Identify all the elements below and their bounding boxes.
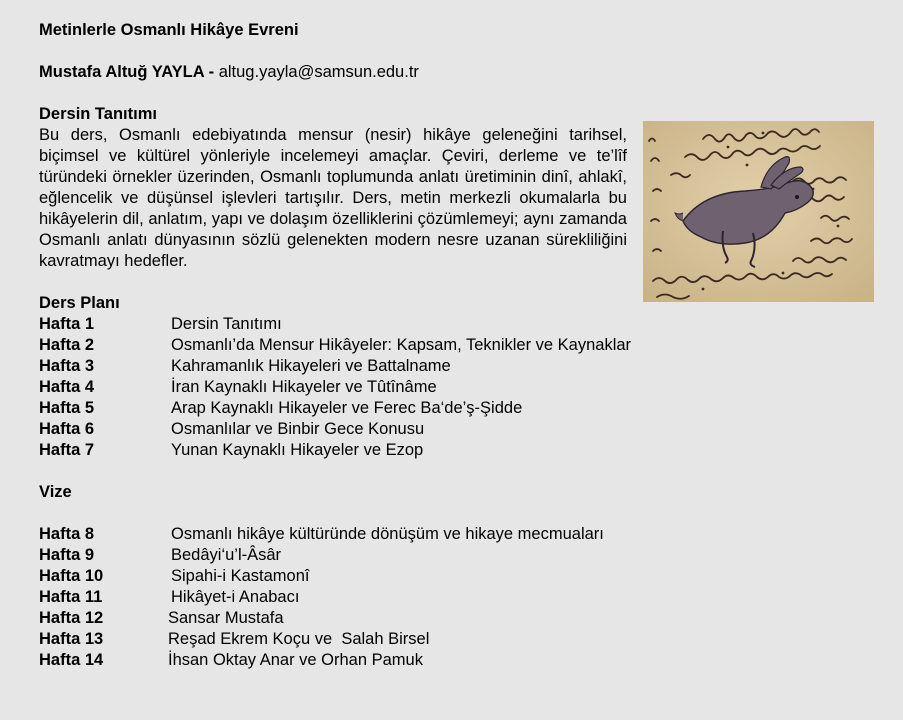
week-label: Hafta 13	[39, 630, 104, 648]
week-topic: Sipahi-i Kastamonî	[171, 567, 310, 585]
week-topic: Reşad Ekrem Koçu ve Salah Birsel	[168, 630, 430, 648]
intro-text: Bu ders, Osmanlı edebiyatında mensur (nesir) hikâye geleneğini tarihsel, biçimsel ve kültürel yönleriyle incelemeyi amaçlar. Çeviri, derleme ve te’lîf türündeki örnekler üzerinden, Osmanlı toplumunda anlatı üretiminin dinî, ahlakî, eğlencelik ve düşünsel işlevleri tartışılır. Ders, metin merkezli okumalarla bu hikâyelerin dil, anlatım, yapı ve dolaşım özelliklerini çözümlemeyi; aynı zamanda Osmanlı anlatı dünyasının sözlü gelenekten modern nesre uzanan sürekliliğini kavratmayı hedefler.	[39, 126, 627, 270]
week-row	[39, 377, 627, 398]
week-label: Hafta 12	[39, 609, 104, 627]
week-topic: İran Kaynaklı Hikayeler ve Tûtînâme	[171, 378, 437, 396]
week-label: Hafta 6	[39, 420, 95, 438]
week-label: Hafta 8	[39, 525, 95, 543]
week-row	[39, 440, 627, 461]
week-row	[39, 335, 632, 356]
week-row	[39, 314, 627, 335]
week-row	[39, 356, 627, 377]
week-label: Hafta 4	[39, 378, 95, 396]
course-document	[39, 20, 632, 671]
week-label: Hafta 2	[39, 336, 95, 354]
week-row	[39, 419, 627, 440]
weeks-after-midterm	[39, 524, 627, 671]
week-label: Hafta 10	[39, 567, 104, 585]
week-label: Hafta 7	[39, 441, 95, 459]
week-row	[39, 398, 627, 419]
week-row	[39, 566, 627, 587]
week-row	[39, 545, 627, 566]
course-title: Metinlerle Osmanlı Hikâye Evreni	[39, 21, 299, 39]
intro-heading: Dersin Tanıtımı	[39, 105, 157, 123]
week-label: Hafta 14	[39, 651, 104, 669]
midterm-label: Vize	[39, 483, 72, 501]
week-row	[39, 587, 627, 608]
week-topic: Osmanlılar ve Binbir Gece Konusu	[171, 420, 425, 438]
plan-heading: Ders Planı	[39, 294, 120, 312]
instructor-line	[39, 62, 627, 83]
week-label: Hafta 5	[39, 399, 95, 417]
manuscript-image	[643, 121, 874, 302]
week-topic: Arap Kaynaklı Hikayeler ve Ferec Ba‘de’ş-Şidde	[171, 399, 523, 417]
week-topic: Sansar Mustafa	[168, 609, 284, 627]
instructor-name: Mustafa Altuğ YAYLA -	[39, 63, 215, 81]
week-topic: Osmanlı hikâye kültüründe dönüşüm ve hikaye mecmuaları	[171, 525, 604, 543]
week-row	[39, 629, 627, 650]
week-topic: Dersin Tanıtımı	[171, 315, 282, 333]
week-row	[39, 608, 627, 629]
week-label: Hafta 3	[39, 357, 95, 375]
week-topic: Bedâyi‘u’l-Âsâr	[171, 546, 282, 564]
weeks-before-midterm	[39, 314, 632, 461]
week-label: Hafta 9	[39, 546, 95, 564]
instructor-email: altug.yayla@samsun.edu.tr	[214, 63, 419, 81]
week-topic: Yunan Kaynaklı Hikayeler ve Ezop	[171, 441, 424, 459]
week-topic: Hikâyet-i Anabacı	[171, 588, 300, 606]
week-topic: İhsan Oktay Anar ve Orhan Pamuk	[168, 651, 423, 669]
manuscript-hare-illustration	[643, 121, 874, 302]
week-label: Hafta 1	[39, 315, 95, 333]
week-topic: Osmanlı’da Mensur Hikâyeler: Kapsam, Teknikler ve Kaynaklar	[171, 336, 632, 354]
week-row	[39, 650, 627, 671]
week-topic: Kahramanlık Hikayeleri ve Battalname	[171, 357, 451, 375]
week-label: Hafta 11	[39, 588, 103, 606]
week-row	[39, 524, 627, 545]
